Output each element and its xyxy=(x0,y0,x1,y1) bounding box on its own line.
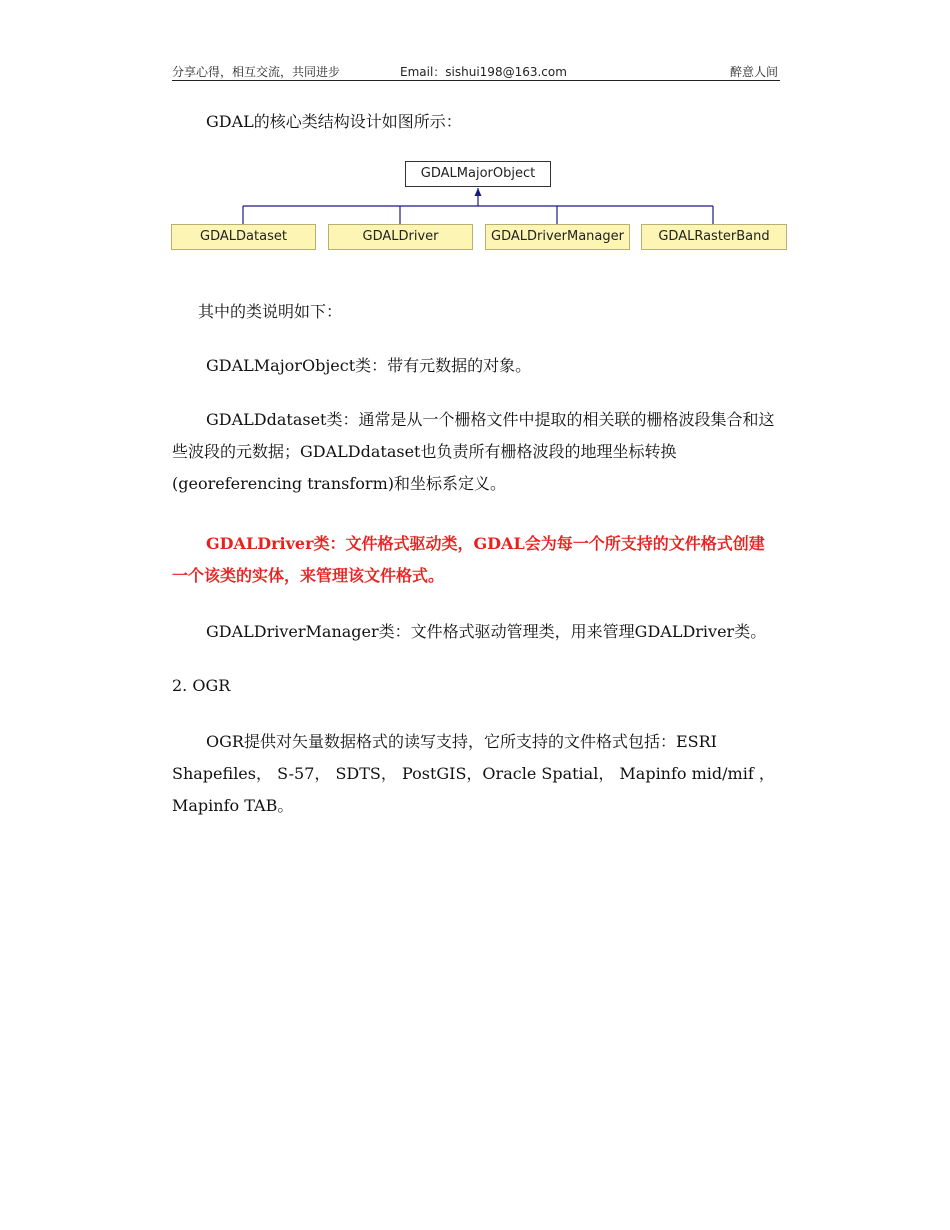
header-author: 醉意人间 xyxy=(729,65,778,79)
node-gdal-driver: GDALDriver xyxy=(328,224,473,250)
node-gdal-dataset: GDALDataset xyxy=(171,224,316,250)
dataset-desc: GDALDdataset类：通常是从一个栅格文件中提取的相关联的栅格波段集合和这些波段的元数据；GDALDdataset也负责所有栅格波段的地理坐标转换(georeferencing transform)和坐标系定义。 xyxy=(172,410,775,493)
class-desc-intro: 其中的类说明如下： xyxy=(198,302,343,321)
ogr-desc: OGR提供对矢量数据格式的读写支持，它所支持的文件格式包括：ESRI Shapefiles， S-57， SDTS， PostGIS，Oracle Spatial， Mapinfo mid/mif ，Mapinfo TAB。 xyxy=(172,732,775,815)
page-header xyxy=(172,62,780,81)
section-heading-ogr: 2. OGR xyxy=(172,676,231,695)
header-slogan: 分享心得，相互交流，共同进步 xyxy=(172,65,341,79)
node-gdal-driver-manager: GDALDriverManager xyxy=(485,224,630,250)
node-gdal-major-object: GDALMajorObject xyxy=(405,161,551,187)
major-object-desc: GDALMajorObject类：带有元数据的对象。 xyxy=(206,356,532,375)
driver-desc: GDALDriver类：文件格式驱动类，GDAL会为每一个所支持的文件格式创建一个该类的实体，来管理该文件格式。 xyxy=(172,534,765,585)
driver-manager-desc: GDALDriverManager类：文件格式驱动管理类，用来管理GDALDriver类。 xyxy=(206,622,767,641)
header-email: Email：sishui198@163.com xyxy=(400,65,567,79)
inheritance-arrow xyxy=(475,188,482,196)
class-diagram xyxy=(170,158,790,254)
node-gdal-raster-band: GDALRasterBand xyxy=(641,224,787,250)
intro-text: GDAL的核心类结构设计如图所示： xyxy=(206,112,462,131)
